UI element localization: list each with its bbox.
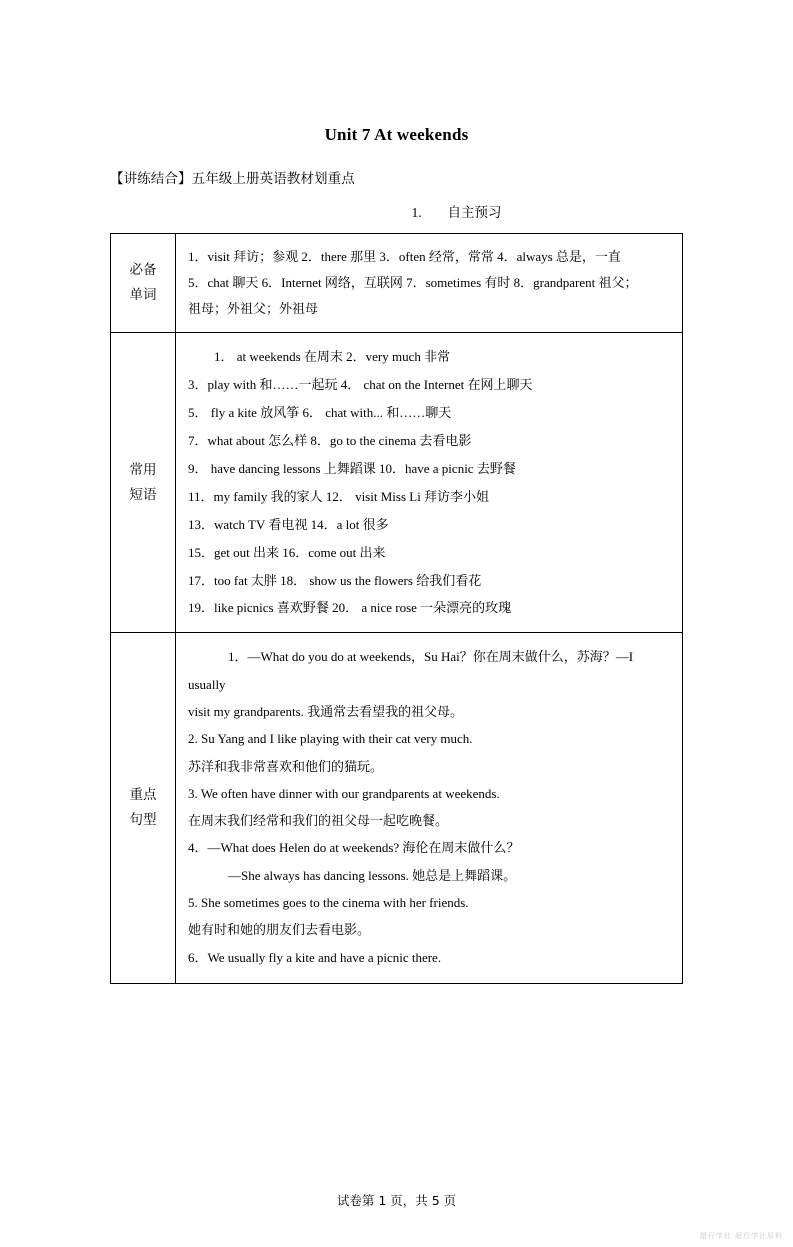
key-points-table: [110, 233, 683, 984]
table-row: [111, 234, 683, 333]
row-label-words: 必备 单词: [111, 234, 176, 333]
page-footer: 试卷第 1 页，共 5 页: [336, 1193, 457, 1208]
row-content-phrases: 1． at weekends 在周末 2．very much 非常 3．play with 和……一起玩 4． chat on the Internet 在网上聊天 5． fly a kite 放风筝 6． chat with... 和……聊天 7．what about 怎么样 8．go to the cinema 去看电影 9． have dancing lessons 上舞蹈课 10．have a picnic 去野餐 11．my family 我的家人 12． visit Miss Li 拜访李小姐 13．watch TV 看电视 14．a lot 很多 15．get out 出来 16．come out 出来 17．too fat 太胖 18． show us the flowers 给我们看花 19．like picnics 喜欢野餐 20． a nice rose 一朵漂亮的玫瑰: [176, 333, 683, 633]
row-content-words: 1．visit 拜访；参观 2．there 那里 3．often 经常，常常 4．always 总是，一直 5．chat 聊天 6．Internet 网络，互联网 7．sometimes 有时 8．grandparent 祖父； 祖母；外祖父；外祖母: [176, 234, 683, 333]
section-heading: [110, 201, 683, 221]
table-row: [111, 333, 683, 633]
section-label: 自主预习: [447, 205, 502, 221]
table-row: [111, 633, 683, 984]
document-page: [0, 125, 793, 1247]
page-title: Unit 7 At weekends: [324, 125, 469, 144]
row-label-phrases: 常用 短语: [111, 333, 176, 633]
row-label-sentences: 重点 句型: [111, 633, 176, 984]
row-content-sentences: 1．—What do you do at weekends，Su Hai？你在周末做什么，苏海？—I usually visit my grandparents. 我通常去看望我的祖父母。 2. Su Yang and I like playing with their cat very much. 苏洋和我非常喜欢和他们的猫玩。 3. We often have dinner with our grandparents at weekends. 在周末我们经常和我们的祖父母一起吃晚餐。 4．—What does Helen do at weekends? 海伦在周末做什么？ —She always has dancing lessons. 她总是上舞蹈课。 5. She sometimes goes to the cinema with her friends. 她有时和她的朋友们去看电影。 6．We usually fly a kite and have a picnic there.: [176, 633, 683, 984]
document-subtitle: 【讲练结合】五年级上册英语教材划重点: [110, 171, 355, 187]
section-number: 1.: [411, 205, 422, 220]
watermark: 超行学社 超行学社原料: [699, 1232, 783, 1240]
